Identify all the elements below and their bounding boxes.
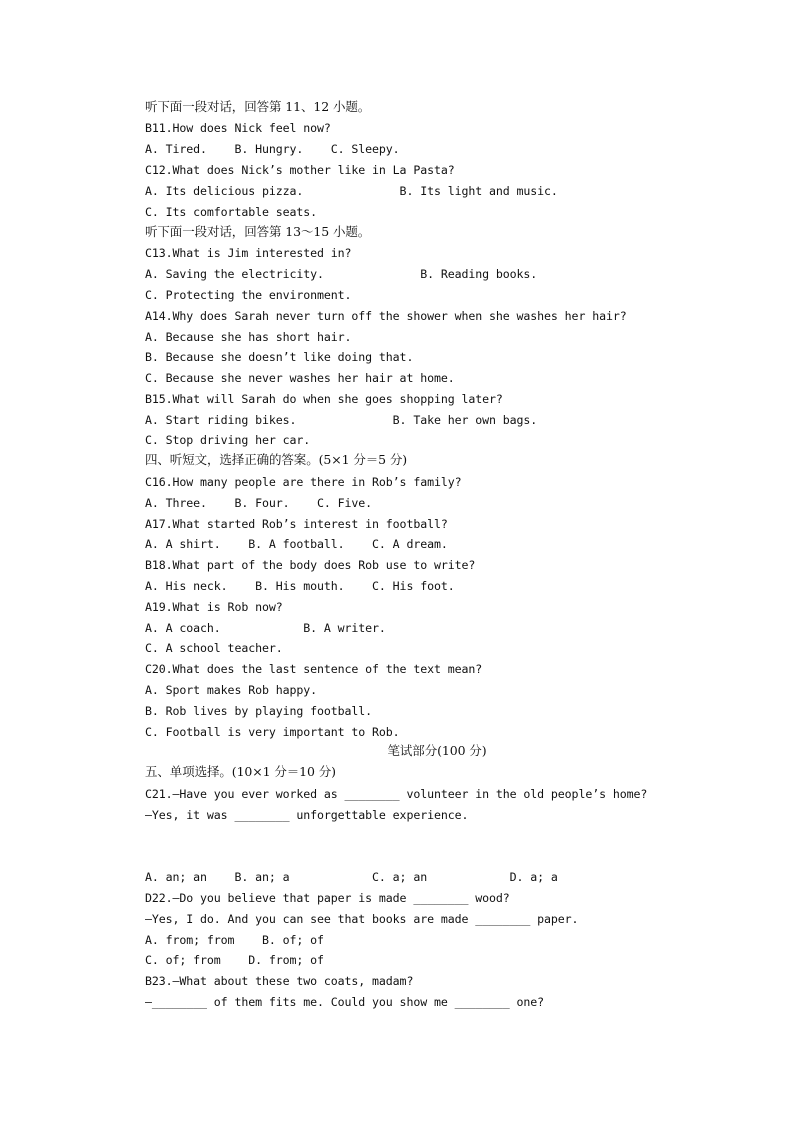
answer-options: A. Three. B. Four. C. Five. [145,496,373,510]
question-text: B18.What part of the body does Rob use to write? [145,558,476,572]
question-text: A19.What is Rob now? [145,600,283,614]
question-text: —Yes, I do. And you can see that books are made ________ paper. [145,912,579,926]
question-text: C20.What does the last sentence of the text mean? [145,662,483,676]
question-text: A14.Why does Sarah never turn off the shower when she washes her hair? [145,309,627,323]
answer-options: A. His neck. B. His mouth. C. His foot. [145,579,455,593]
section-heading: 五、单项选择。(10×1 分＝10 分) [145,764,336,779]
question-text: C12.What does Nick’s mother like in La Pasta? [145,163,455,177]
answer-options: C. A school teacher. [145,641,283,655]
answer-options: A. from; from B. of; of [145,933,324,947]
answer-options: C. Because she never washes her hair at home. [145,371,455,385]
section-heading: 听下面一段对话，回答第 13～15 小题。 [145,224,371,239]
answer-options: A. A shirt. B. A football. C. A dream. [145,537,448,551]
question-text: A17.What started Rob’s interest in football? [145,517,448,531]
question-text: B11.How does Nick feel now? [145,121,331,135]
answer-options: A. A coach. B. A writer. [145,621,386,635]
answer-options: A. Its delicious pizza. B. Its light and music. [145,184,558,198]
section-heading: 四、听短文，选择正确的答案。(5×1 分＝5 分) [145,452,408,467]
question-text: C13.What is Jim interested in? [145,246,352,260]
section-heading: 听下面一段对话，回答第 11、12 小题。 [145,99,371,114]
question-text: C16.How many people are there in Rob’s family? [145,475,462,489]
answer-options: C. of; from D. from; of [145,953,324,967]
answer-options: B. Rob lives by playing football. [145,704,373,718]
question-text: —Yes, it was ________ unforgettable experience. [145,808,469,822]
answer-options: A. Tired. B. Hungry. C. Sleepy. [145,142,400,156]
question-text: —________ of them fits me. Could you show me ________ one? [145,995,545,1009]
question-text: B23.—What about these two coats, madam? [145,974,414,988]
answer-options: A. Sport makes Rob happy. [145,683,318,697]
answer-options: A. an; an B. an; a C. a; an D. a; a [145,870,558,884]
question-text: B15.What will Sarah do when she goes shopping later? [145,392,503,406]
answer-options: B. Because she doesn’t like doing that. [145,350,414,364]
answer-options: C. Stop driving her car. [145,433,311,447]
answer-options: A. Start riding bikes. B. Take her own bags. [145,413,538,427]
answer-options: C. Football is very important to Rob. [145,725,400,739]
answer-options: C. Its comfortable seats. [145,205,318,219]
question-text: D22.—Do you believe that paper is made ________ wood? [145,891,510,905]
part-heading: 笔试部分(100 分) [387,743,487,758]
question-text: C21.—Have you ever worked as ________ volunteer in the old people’s home? [145,787,648,801]
answer-options: A. Saving the electricity. B. Reading books. [145,267,538,281]
answer-options: C. Protecting the environment. [145,288,352,302]
answer-options: A. Because she has short hair. [145,330,352,344]
